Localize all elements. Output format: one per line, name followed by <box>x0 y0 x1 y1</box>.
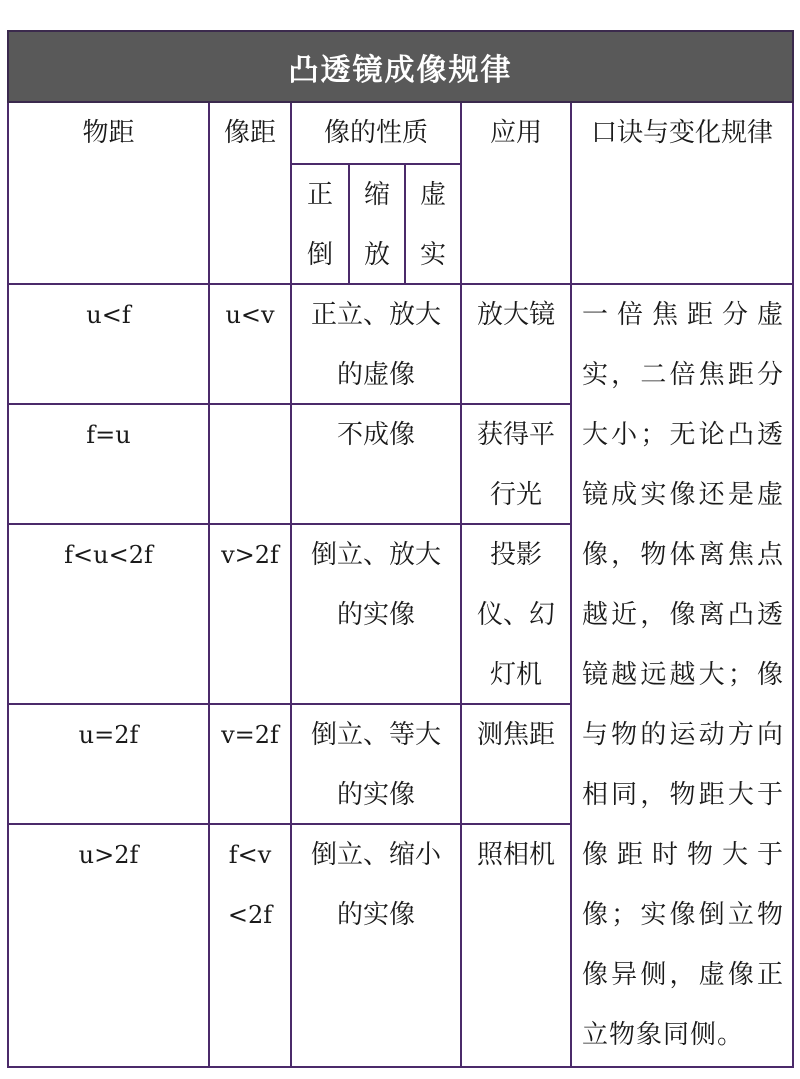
row-4-object-distance: u=2f <box>7 705 210 825</box>
row-4-image-distance: v=2f <box>210 705 292 825</box>
row-1-image-distance: u<v <box>210 285 292 405</box>
row-2-application: 获得平行光 <box>462 405 572 525</box>
subheader-orientation <box>292 165 350 285</box>
header-object-distance: 物距 <box>7 103 210 285</box>
row-1-object-distance: u<f <box>7 285 210 405</box>
row-3-object-distance: f<u<2f <box>7 525 210 705</box>
lens-table <box>7 30 794 1068</box>
subheader-size-bottom: 放 <box>363 240 390 270</box>
row-3-application: 投影仪、幻灯机 <box>462 525 572 705</box>
row-4-application: 测焦距 <box>462 705 572 825</box>
row-2-object-distance: f=u <box>7 405 210 525</box>
header-rhyme: 口诀与变化规律 <box>572 103 794 285</box>
row-5-image-nature: 倒立、缩小的实像 <box>292 825 462 1068</box>
subheader-size <box>350 165 406 285</box>
subheader-orientation-top: 正 <box>306 180 333 210</box>
row-1-image-nature: 正立、放大的虚像 <box>292 285 462 405</box>
row-2-image-distance <box>210 405 292 525</box>
row-4-image-nature: 倒立、等大的实像 <box>292 705 462 825</box>
header-application: 应用 <box>462 103 572 285</box>
subheader-orientation-bottom: 倒 <box>306 240 333 270</box>
subheader-type-top: 虚 <box>419 180 446 210</box>
subheader-type <box>406 165 462 285</box>
table-title: 凸透镜成像规律 <box>7 30 794 103</box>
subheader-size-top: 缩 <box>363 180 390 210</box>
row-3-image-nature: 倒立、放大的实像 <box>292 525 462 705</box>
header-image-distance: 像距 <box>210 103 292 285</box>
row-5-application: 照相机 <box>462 825 572 1068</box>
header-image-nature: 像的性质 <box>292 103 462 165</box>
row-2-image-nature: 不成像 <box>292 405 462 525</box>
row-5-object-distance: u>2f <box>7 825 210 1068</box>
row-1-application: 放大镜 <box>462 285 572 405</box>
row-5-image-distance: f<v<2f <box>210 825 292 1068</box>
subheader-type-bottom: 实 <box>419 240 446 270</box>
row-3-image-distance: v>2f <box>210 525 292 705</box>
rhyme-text: 一倍焦距分虚实，二倍焦距分大小；无论凸透镜成实像还是虚像，物体离焦点越近，像离凸透镜越远越大；像与物的运动方向相同，物距大于像距时物大于像；实像倒立物像异侧，虚像正立物象同侧。 <box>572 285 794 1068</box>
